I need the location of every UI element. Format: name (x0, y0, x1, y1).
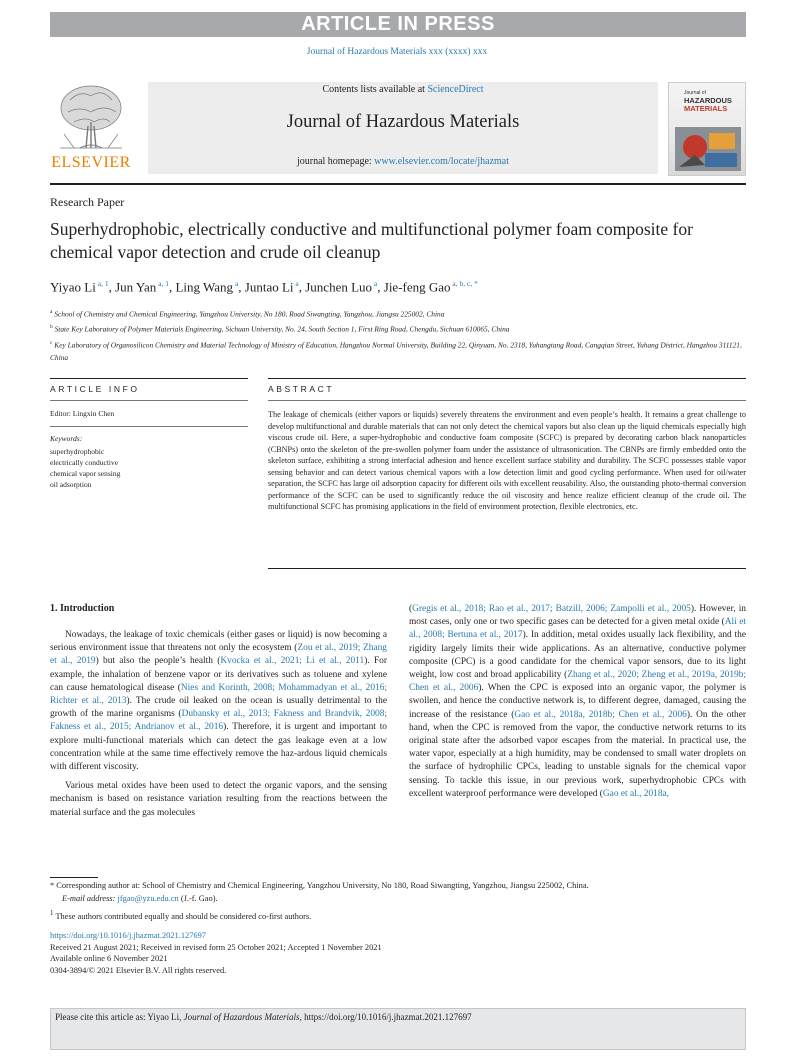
citation-link[interactable]: Gregis et al., 2018; Rao et al., 2017; Batzill, 2006; Zampolli et al., 2005 (412, 604, 691, 614)
affiliation-text: State Key Laboratory of Polymer Materials Engineering, Sichuan University, No. 24, South Section 1, First Ring Road, Chengdu, Sichuan 610065, China (52, 324, 510, 334)
header-rule (50, 183, 746, 185)
publication-info (50, 930, 382, 976)
author-separator: , (108, 279, 116, 295)
corresponding-author-note (50, 880, 746, 905)
homepage-prefix: journal homepage: (296, 156, 375, 167)
citation-box (50, 1008, 746, 1050)
citation-link[interactable]: Ali et al., 2008; Bertuna et al., 2017 (409, 617, 747, 641)
paper-type: Research Paper (50, 195, 125, 209)
abstract-text: The leakage of chemicals (either vapors or liquids) severely threatens the environment and even people’s health. It remains a great challenge to develop multifunctional and durable materials that can not only detect the chemical vapors but also clean up the liquid chemicals especially high viscous crude oil. Here, a super-hydrophobic and conductive foam composite (SCFC) is prepared by decorating carbon black nanoparticles (CBNPs) onto the skeleton of the pre-swollen polymer foam under the assistance of ultrasonication. The CBNPs are firmly embedded onto the skeleton surface, exhibiting a strong interfacial adhesion and hence excellent surface stability and durability. The SCFC possesses stable vapor sensing behavior and can detect various chemical vapors with a low detection limit and good cycling performance. When used for oil/water separation, the SCFC has large oil adsorption capacity for different oils with excellent reusability. Also, the outstanding photo-thermal conversion performance of the SCFC can be used to significantly reduce the oil viscosity and hence realize efficient cleanup of the crude oil. The multifunctional SCFC has promising applications in the field of environment protection, flexible electronics, etc. (268, 410, 746, 511)
cover-title-line3: MATERIALS (684, 104, 728, 113)
article-in-press-banner: ARTICLE IN PRESS (50, 12, 746, 37)
body-text: Various metal oxides have been used to detect the organic vapors, and the sensing mechanism is based on resistance variation resulting from the reactions between the material surface and the gas molecules (50, 781, 387, 818)
author-name[interactable]: Junchen Luo (305, 279, 373, 295)
body-paragraph (50, 780, 387, 820)
sciencedirect-link[interactable]: ScienceDirect (427, 84, 484, 95)
equal-contribution-note (50, 907, 746, 923)
email-label: E-mail address: (62, 893, 118, 903)
cover-title (684, 89, 746, 113)
cite-suffix[interactable]: , https://doi.org/10.1016/j.jhazmat.2021.127697 (299, 1012, 472, 1022)
keyword: oil adsorption (50, 480, 92, 489)
citation-link[interactable]: Gao et al., 2018a, 2018b; Chen et al., 2006 (514, 709, 687, 720)
keywords-list (50, 446, 120, 490)
body-text: ). On the other hand, when the CPC is removed from the vapor, the conductive network returns to its original state after the adsorbed vapor escapes from the material. In practical use, the water vapor, especially at a high humidity, may be condensed to small water droplets on the surface of hydrophilic CPCs, leading to unstable signals for the chemical vapor sensing. To tackle this issue, in our previous work, superhydrophobic CPCs with excellent waterproof performance were developed ( (409, 709, 746, 799)
footnotes (50, 880, 746, 923)
footnote-rule (50, 877, 98, 878)
citation-link[interactable]: Dubansky et al., 2013; Fakness and Brandvik, 2008; Fakness et al., 2015; Andrianov et al., 2016 (50, 709, 387, 733)
author-name[interactable]: Jie-feng Gao (383, 279, 451, 295)
email-link[interactable]: jfgao@yzu.edu.cn (117, 893, 179, 903)
cover-title-line1: Journal of (684, 90, 706, 96)
elsevier-tree-icon (50, 82, 132, 154)
journal-cover-thumbnail[interactable] (668, 82, 746, 176)
body-text: ). However, in most cases, only one or two specific gases can be detected for a given metal oxide ( (409, 604, 746, 628)
affiliation-text: School of Chemistry and Chemical Engineering, Yangzhou University, No 180, Road Siwangting, Yangzhou, Jiangsu 225002, China (52, 309, 445, 319)
cover-title-line2: HAZARDOUS (684, 96, 732, 105)
cover-artwork-icon (675, 127, 741, 171)
author-affiliation-marker[interactable]: a (372, 279, 378, 288)
journal-homepage-line (148, 156, 658, 167)
keyword: electrically conductive (50, 458, 119, 467)
citation-link[interactable]: Nies and Korinth, 2008; Mohammadyan et al., 2016; Richter et al., 2013 (50, 682, 387, 707)
body-column-right (409, 603, 746, 801)
citation-link[interactable]: Gao et al., 2018a, (602, 788, 670, 799)
author-name[interactable]: Jun Yan (115, 279, 157, 295)
footnote-mark: * (50, 881, 55, 890)
equal-contribution-text: These authors contributed equally and should be considered co-first authors. (53, 911, 312, 921)
author-separator: , (298, 279, 306, 295)
body-text: ). Therefore, it is urgent and important to explore multi-functional materials which can detect the gas leakage even at a low concentration while at the same time effectively remove the haz-ardous liquid chemicals with different viscosity. (50, 722, 387, 773)
doi-link[interactable]: https://doi.org/10.1016/j.jhazmat.2021.127697 (50, 931, 206, 940)
history-dates: Received 21 August 2021; Received in revised form 25 October 2021; Accepted 1 November 2021 (50, 942, 382, 952)
author-affiliation-marker[interactable]: a (293, 279, 299, 288)
available-online: Available online 6 November 2021 (50, 954, 168, 963)
homepage-link[interactable]: www.elsevier.com/locate/jhazmat (374, 156, 510, 167)
body-column-left (50, 629, 387, 820)
body-paragraph (409, 603, 746, 801)
abstract-subrule (268, 400, 746, 401)
author-affiliation-marker[interactable]: a, b, c, * (450, 279, 478, 288)
author-list (50, 279, 746, 295)
article-info-rule (50, 378, 248, 379)
author-separator: , (168, 279, 176, 295)
copyright: 0304-3894/© 2021 Elsevier B.V. All rights reserved. (50, 965, 227, 975)
keywords-label: Keywords: (50, 434, 83, 443)
journal-reference[interactable]: Journal of Hazardous Materials xxx (xxxx) xxx (306, 47, 488, 57)
affiliation (50, 306, 746, 321)
affiliations (50, 306, 746, 365)
paper-title: Superhydrophobic, electrically conductive and multifunctional polymer foam composite for chemical vapor detection and crude oil cleanup (50, 219, 693, 262)
affiliation-marker: a (50, 309, 53, 315)
keyword: chemical vapor sensing (50, 469, 121, 478)
abstract-heading: ABSTRACT (268, 384, 335, 394)
article-info-heading: ARTICLE INFO (50, 384, 140, 394)
body-text: ). The crude oil leaked on the ocean is usually detrimental to the growth of the marine organisms ( (50, 696, 387, 720)
article-info-subrule (50, 400, 248, 401)
editor-line: Editor: Lingxin Chen (50, 409, 115, 418)
cite-journal: Journal of Hazardous Materials (183, 1012, 300, 1022)
contents-available-line (148, 84, 658, 95)
footnote-mark: 1 (50, 909, 54, 917)
corresponding-text: Corresponding author at: School of Chemistry and Chemical Engineering, Yangzhou University, No 180, Road Siwangting, Yangzhou, Jiangsu 225002, China. (54, 881, 589, 890)
author-separator: , (238, 279, 245, 295)
affiliation (50, 321, 746, 336)
citation-link[interactable]: Kvocka et al., 2021; Li et al., 2011 (220, 656, 365, 667)
introduction-heading: 1. Introduction (50, 603, 115, 614)
abstract-rule (268, 378, 746, 379)
affiliation (50, 337, 746, 365)
body-paragraph (50, 629, 387, 774)
body-text: ). For example, the inhalation of benzene vapor or its derivatives such as toluene and xylene can cause hematological disease ( (50, 656, 387, 693)
author-name[interactable]: Yiyao Li (50, 279, 96, 295)
citation-link[interactable]: Zhang et al., 2020; Zheng et al., 2019a, 2019b; Chen et al., 2006 (409, 670, 747, 694)
abstract-bottom-rule (268, 568, 746, 569)
author-name[interactable]: Juntao Li (244, 279, 294, 295)
affiliation-marker: c (50, 339, 53, 346)
body-text: ). When the CPC is exposed into an organic vapor, the polymer is swollen, and hence the conductive network is, to different degree, damaged, causing the increase of the resistance ( (409, 683, 746, 720)
citation-link[interactable]: Zou et al., 2019; Zhang et al., 2019 (50, 643, 387, 667)
body-text: ). In addition, metal oxides usually lack flexibility, and the rigidity largely limits their wide applications. As an alternative, conductive polymer composite (CPC) is a good candidate for the chemical vapor sensors, due to its light weight, low cost and broad applicability ( (409, 630, 746, 681)
author-affiliation-marker[interactable]: a, 1 (95, 279, 109, 288)
cite-prefix: Please cite this article as: Yiyao Li, (55, 1012, 184, 1022)
author-separator: , (377, 279, 384, 295)
email-suffix: (J.-f. Gao). (178, 893, 218, 903)
author-affiliation-marker[interactable]: a (233, 279, 239, 288)
body-text: Nowadays, the leakage of toxic chemicals (either gases or liquid) is now becoming a serious environment issue that threatens not only the ecosystem ( (50, 630, 387, 654)
editor-rule (50, 426, 248, 427)
body-text: ) but also the people’s health ( (95, 656, 221, 667)
journal-title: Journal of Hazardous Materials (286, 112, 520, 132)
elsevier-wordmark: ELSEVIER (51, 154, 131, 171)
keyword: superhydrophobic (50, 447, 105, 456)
author-affiliation-marker[interactable]: a, 1 (156, 279, 169, 288)
author-name[interactable]: Ling Wang (175, 279, 234, 295)
affiliation-text: Key Laboratory of Organosilicon Chemistry and Material Technology of Ministry of Education, Hangzhou Normal University, Building 22, Qinyuan, No. 2318, Yuhangtang Road, Cangqian Street, Yuhang District, Hangzhou 311121, China (50, 340, 742, 362)
affiliation-marker: b (50, 324, 53, 331)
body-text: ( (409, 604, 413, 614)
contents-prefix: Contents lists available at (322, 84, 428, 95)
